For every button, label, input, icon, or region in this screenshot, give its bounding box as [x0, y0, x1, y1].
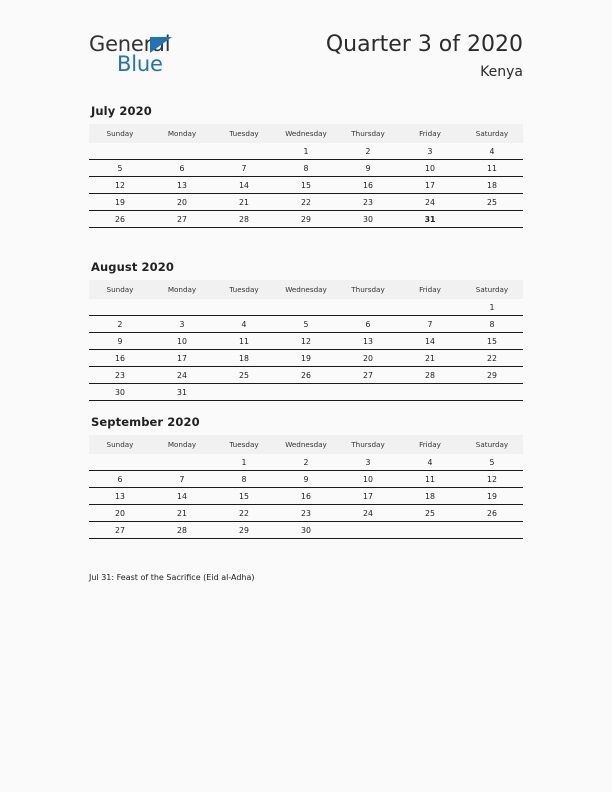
day-cell-empty: [461, 522, 523, 539]
brand-word-blue: Blue: [117, 52, 163, 76]
day-cell[interactable]: 17: [151, 350, 213, 367]
day-cell-empty: [275, 299, 337, 316]
weekday-header-sunday: Sunday: [89, 124, 151, 143]
month-block: [89, 260, 523, 401]
day-cell[interactable]: 20: [337, 350, 399, 367]
day-cell[interactable]: 28: [151, 522, 213, 539]
day-cell[interactable]: 16: [275, 488, 337, 505]
day-cell[interactable]: 6: [151, 160, 213, 177]
day-cell[interactable]: 19: [461, 488, 523, 505]
brand-word-general: General: [89, 32, 171, 56]
triangle-icon: [150, 37, 172, 53]
day-cell[interactable]: 25: [461, 194, 523, 211]
day-cell[interactable]: 21: [399, 350, 461, 367]
day-cell[interactable]: 9: [275, 471, 337, 488]
day-cell-empty: [337, 522, 399, 539]
weekday-header-monday: Monday: [151, 435, 213, 454]
day-cell[interactable]: 14: [399, 333, 461, 350]
weekday-header-saturday: Saturday: [461, 124, 523, 143]
day-cell[interactable]: 4: [399, 454, 461, 471]
day-cell[interactable]: 14: [213, 177, 275, 194]
week-row: [89, 160, 523, 177]
day-cell[interactable]: 17: [337, 488, 399, 505]
day-cell[interactable]: 10: [337, 471, 399, 488]
day-cell-empty: [89, 454, 151, 471]
day-cell[interactable]: 18: [213, 350, 275, 367]
page-title: Quarter 3 of 2020: [325, 32, 523, 57]
day-cell[interactable]: 19: [89, 194, 151, 211]
week-row: [89, 211, 523, 228]
day-cell[interactable]: 26: [461, 505, 523, 522]
day-cell[interactable]: 16: [89, 350, 151, 367]
day-cell[interactable]: 24: [151, 367, 213, 384]
day-cell[interactable]: 7: [399, 316, 461, 333]
weekday-header-thursday: Thursday: [337, 435, 399, 454]
holiday-note: Jul 31: Feast of the Sacrifice (Eid al-Adha): [89, 573, 255, 582]
month-grid: [89, 280, 523, 401]
day-cell[interactable]: 7: [151, 471, 213, 488]
day-cell[interactable]: 29: [213, 522, 275, 539]
day-cell[interactable]: 30: [275, 522, 337, 539]
day-cell[interactable]: 31: [151, 384, 213, 401]
week-row: [89, 384, 523, 401]
day-cell[interactable]: 3: [399, 143, 461, 160]
day-cell[interactable]: 22: [213, 505, 275, 522]
day-cell[interactable]: 15: [275, 177, 337, 194]
title-block: [326, 32, 523, 82]
day-cell[interactable]: 17: [399, 177, 461, 194]
day-cell[interactable]: 12: [461, 471, 523, 488]
day-cell[interactable]: 1: [213, 454, 275, 471]
day-cell-empty: [461, 211, 523, 228]
week-row: [89, 316, 523, 333]
day-cell[interactable]: 30: [337, 211, 399, 228]
day-cell[interactable]: 1: [275, 143, 337, 160]
week-row: [89, 488, 523, 505]
day-cell-empty: [399, 299, 461, 316]
day-cell[interactable]: 9: [89, 333, 151, 350]
week-row: [89, 505, 523, 522]
day-cell[interactable]: 19: [275, 350, 337, 367]
day-cell[interactable]: 22: [275, 194, 337, 211]
general-blue-logo[interactable]: [89, 32, 289, 84]
day-cell[interactable]: 27: [89, 522, 151, 539]
day-cell[interactable]: 2: [275, 454, 337, 471]
weekday-header-row: [89, 435, 523, 454]
day-cell-empty: [213, 299, 275, 316]
day-cell[interactable]: 26: [275, 367, 337, 384]
day-cell[interactable]: 14: [151, 488, 213, 505]
weekday-header-saturday: Saturday: [461, 435, 523, 454]
day-cell-empty: [275, 384, 337, 401]
month-block: [89, 104, 523, 228]
day-cell-empty: [399, 522, 461, 539]
day-cell[interactable]: 8: [213, 471, 275, 488]
weekday-header-monday: Monday: [151, 280, 213, 299]
day-cell[interactable]: 12: [89, 177, 151, 194]
day-cell[interactable]: 7: [213, 160, 275, 177]
weekday-header-tuesday: Tuesday: [213, 435, 275, 454]
day-cell[interactable]: 8: [275, 160, 337, 177]
day-cell-empty: [89, 143, 151, 160]
weekday-header-row: [89, 280, 523, 299]
day-cell[interactable]: 4: [213, 316, 275, 333]
day-cell[interactable]: 13: [151, 177, 213, 194]
weekday-header-thursday: Thursday: [337, 280, 399, 299]
day-cell[interactable]: 1: [461, 299, 523, 316]
month-grid: [89, 435, 523, 539]
day-cell[interactable]: 28: [399, 367, 461, 384]
month-title: September 2020: [91, 415, 200, 429]
day-cell[interactable]: 22: [461, 350, 523, 367]
weekday-header-saturday: Saturday: [461, 280, 523, 299]
day-cell[interactable]: 29: [275, 211, 337, 228]
day-cell[interactable]: 11: [213, 333, 275, 350]
weekday-header-tuesday: Tuesday: [213, 280, 275, 299]
day-cell[interactable]: 24: [399, 194, 461, 211]
day-cell[interactable]: 23: [89, 367, 151, 384]
weekday-header-row: [89, 124, 523, 143]
day-cell[interactable]: 6: [89, 471, 151, 488]
month-title: August 2020: [91, 260, 174, 274]
day-cell[interactable]: 18: [461, 177, 523, 194]
day-cell-empty: [213, 143, 275, 160]
weekday-header-wednesday: Wednesday: [275, 280, 337, 299]
day-cell[interactable]: 15: [213, 488, 275, 505]
weekday-header-monday: Monday: [151, 124, 213, 143]
week-row: [89, 194, 523, 211]
day-cell[interactable]: 20: [89, 505, 151, 522]
holiday-notes: [89, 571, 529, 584]
week-row: [89, 143, 523, 160]
day-cell[interactable]: 24: [337, 505, 399, 522]
day-cell[interactable]: 28: [213, 211, 275, 228]
weekday-header-sunday: Sunday: [89, 280, 151, 299]
day-cell[interactable]: 4: [461, 143, 523, 160]
page-header: [89, 32, 523, 90]
day-cell[interactable]: 2: [89, 316, 151, 333]
day-cell[interactable]: 10: [399, 160, 461, 177]
day-cell-empty: [399, 384, 461, 401]
week-row: [89, 299, 523, 316]
day-cell[interactable]: 27: [337, 367, 399, 384]
day-cell[interactable]: 6: [337, 316, 399, 333]
day-cell-holiday[interactable]: 31: [399, 211, 461, 228]
weekday-header-sunday: Sunday: [89, 435, 151, 454]
day-cell[interactable]: 16: [337, 177, 399, 194]
day-cell[interactable]: 23: [337, 194, 399, 211]
week-row: [89, 177, 523, 194]
day-cell-empty: [337, 299, 399, 316]
day-cell[interactable]: 13: [337, 333, 399, 350]
day-cell[interactable]: 27: [151, 211, 213, 228]
week-row: [89, 471, 523, 488]
day-cell[interactable]: 5: [89, 160, 151, 177]
day-cell-empty: [151, 143, 213, 160]
day-cell[interactable]: 15: [461, 333, 523, 350]
day-cell[interactable]: 25: [399, 505, 461, 522]
weekday-header-friday: Friday: [399, 124, 461, 143]
day-cell[interactable]: 20: [151, 194, 213, 211]
weekday-header-wednesday: Wednesday: [275, 124, 337, 143]
day-cell[interactable]: 29: [461, 367, 523, 384]
month-grid: [89, 124, 523, 228]
weekday-header-friday: Friday: [399, 435, 461, 454]
day-cell[interactable]: 30: [89, 384, 151, 401]
day-cell-empty: [89, 299, 151, 316]
day-cell[interactable]: 5: [275, 316, 337, 333]
day-cell[interactable]: 3: [151, 316, 213, 333]
week-row: [89, 367, 523, 384]
week-row: [89, 333, 523, 350]
day-cell[interactable]: 11: [461, 160, 523, 177]
weekday-header-friday: Friday: [399, 280, 461, 299]
day-cell[interactable]: 3: [337, 454, 399, 471]
day-cell[interactable]: 18: [399, 488, 461, 505]
weekday-header-thursday: Thursday: [337, 124, 399, 143]
weekday-header-tuesday: Tuesday: [213, 124, 275, 143]
day-cell-empty: [151, 299, 213, 316]
day-cell[interactable]: 26: [89, 211, 151, 228]
week-row: [89, 350, 523, 367]
day-cell[interactable]: 25: [213, 367, 275, 384]
week-row: [89, 454, 523, 471]
day-cell[interactable]: 21: [213, 194, 275, 211]
day-cell-empty: [213, 384, 275, 401]
day-cell-empty: [337, 384, 399, 401]
day-cell-empty: [461, 384, 523, 401]
country-subtitle: Kenya: [480, 64, 523, 80]
day-cell-empty: [151, 454, 213, 471]
day-cell[interactable]: 5: [461, 454, 523, 471]
day-cell[interactable]: 10: [151, 333, 213, 350]
day-cell[interactable]: 11: [399, 471, 461, 488]
day-cell[interactable]: 13: [89, 488, 151, 505]
week-row: [89, 522, 523, 539]
month-title: July 2020: [91, 104, 152, 118]
day-cell[interactable]: 12: [275, 333, 337, 350]
day-cell[interactable]: 2: [337, 143, 399, 160]
day-cell[interactable]: 23: [275, 505, 337, 522]
day-cell[interactable]: 9: [337, 160, 399, 177]
month-block: [89, 415, 523, 539]
day-cell[interactable]: 8: [461, 316, 523, 333]
weekday-header-wednesday: Wednesday: [275, 435, 337, 454]
day-cell[interactable]: 21: [151, 505, 213, 522]
